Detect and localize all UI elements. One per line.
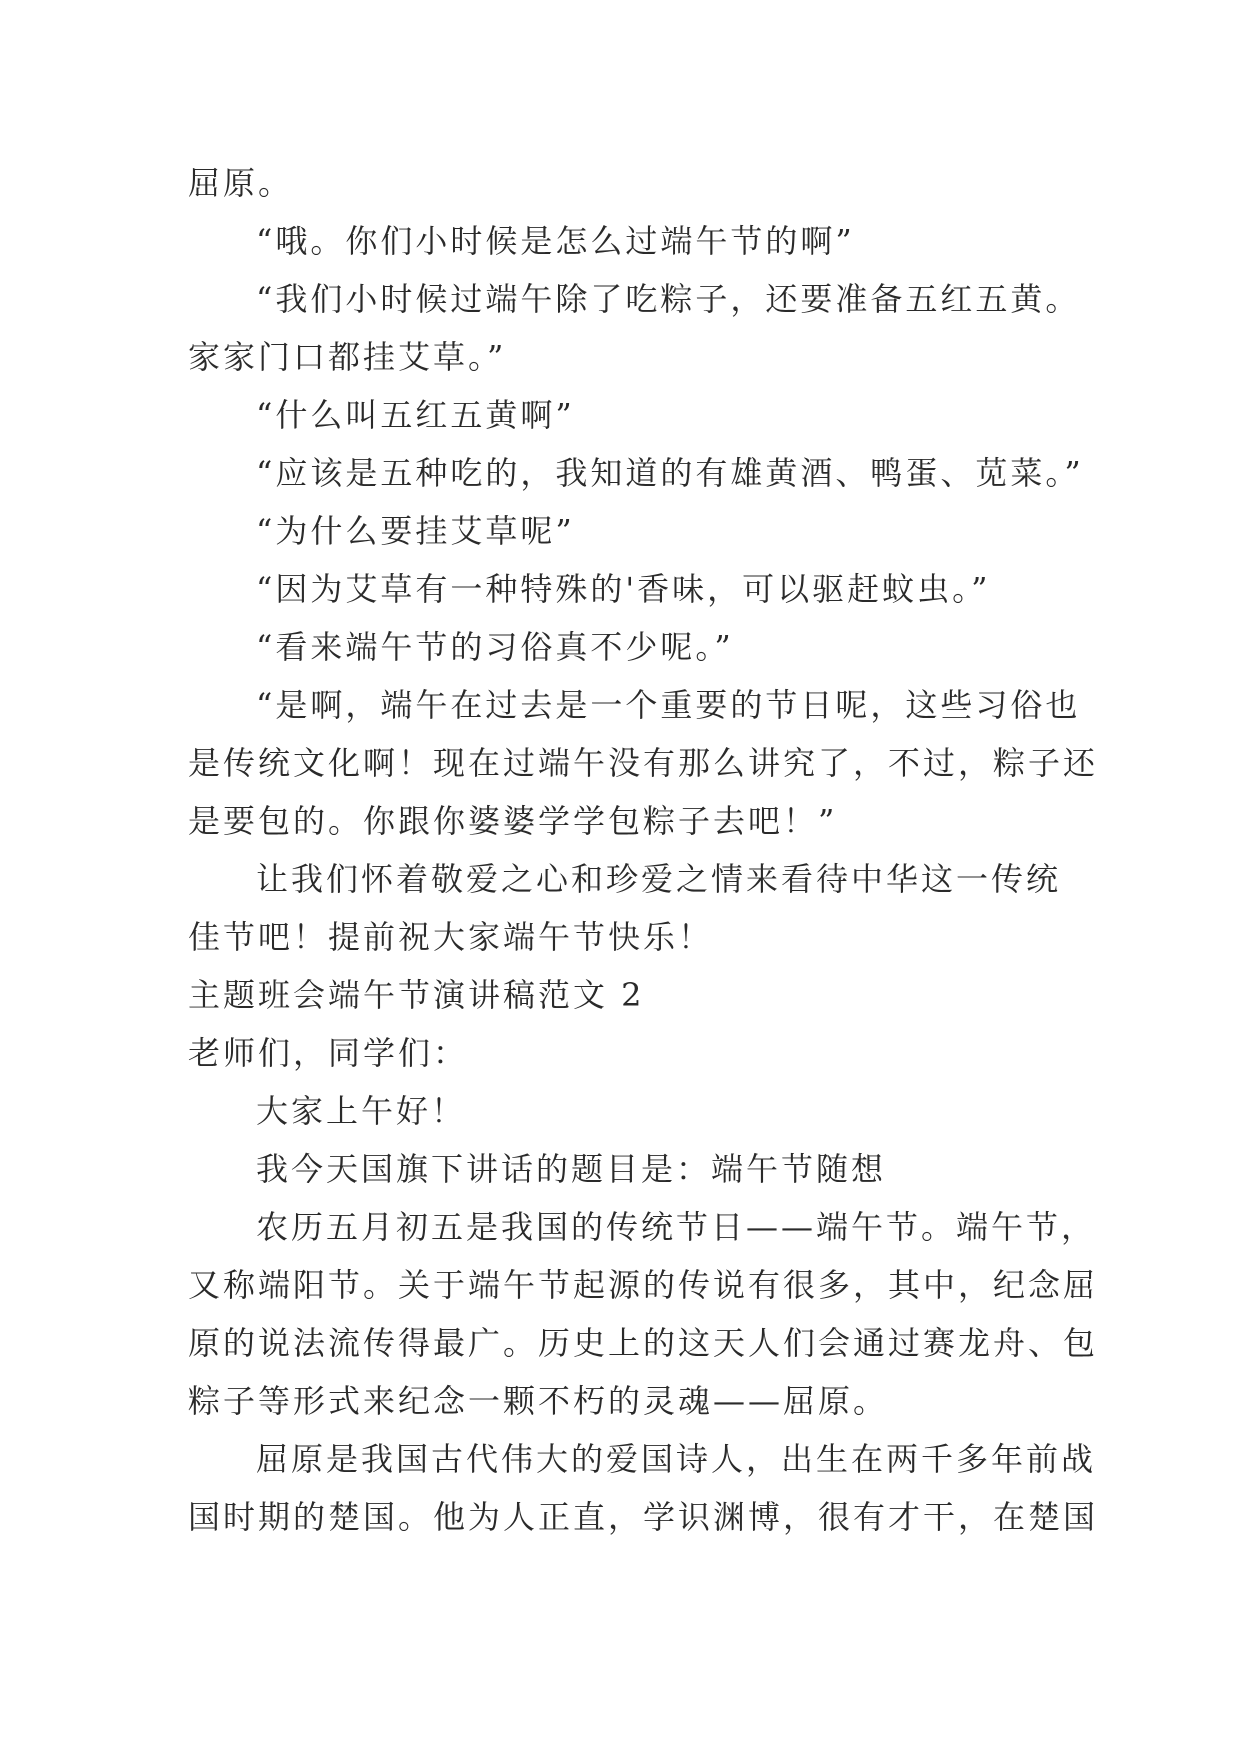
- text-line: “是啊，端午在过去是一个重要的节日呢，这些习俗也: [256, 686, 1081, 724]
- text-line: “应该是五种吃的，我知道的有雄黄酒、鸭蛋、苋菜。”: [256, 454, 1084, 492]
- text-line: 大家上午好！: [256, 1092, 467, 1130]
- salutation: 老师们，同学们：: [188, 1034, 469, 1072]
- text-line: 国时期的楚国。他为人正直，学识渊博，很有才干，在楚国: [188, 1498, 1099, 1536]
- text-line: 家家门口都挂艾草。”: [188, 338, 507, 376]
- text-line: 原的说法流传得最广。历史上的这天人们会通过赛龙舟、包: [188, 1324, 1099, 1362]
- text-line: 农历五月初五是我国的传统节日——端午节。端午节，: [256, 1208, 1097, 1246]
- text-line: 又称端阳节。关于端午节起源的传说有很多，其中，纪念屈: [188, 1266, 1099, 1304]
- text-line: 屈原是我国古代伟大的爱国诗人，出生在两千多年前战: [256, 1440, 1097, 1478]
- document-body: [188, 154, 1099, 1546]
- text-line: 佳节吧！提前祝大家端午节快乐！: [188, 918, 714, 956]
- text-line: “看来端午节的习俗真不少呢。”: [256, 628, 734, 666]
- text-line: “为什么要挂艾草呢”: [256, 512, 575, 550]
- text-line: 我今天国旗下讲话的题目是：端午节随想: [256, 1150, 887, 1188]
- text-line: “因为艾草有一种特殊的'香味，可以驱赶蚊虫。”: [256, 570, 991, 608]
- text-line: 屈原。: [188, 164, 294, 202]
- section-heading: 主题班会端午节演讲稿范文 2: [188, 976, 645, 1014]
- text-line: “哦。你们小时候是怎么过端午节的啊”: [256, 222, 855, 260]
- text-line: “什么叫五红五黄啊”: [256, 396, 575, 434]
- text-line: 让我们怀着敬爱之心和珍爱之情来看待中华这一传统: [256, 860, 1062, 898]
- text-line: “我们小时候过端午除了吃粽子，还要准备五红五黄。: [256, 280, 1081, 318]
- text-line: 粽子等形式来纪念一颗不朽的灵魂——屈原。: [188, 1382, 889, 1420]
- text-line: 是传统文化啊！现在过端午没有那么讲究了，不过，粽子还: [188, 744, 1099, 782]
- text-line: 是要包的。你跟你婆婆学学包粽子去吧！”: [188, 802, 838, 840]
